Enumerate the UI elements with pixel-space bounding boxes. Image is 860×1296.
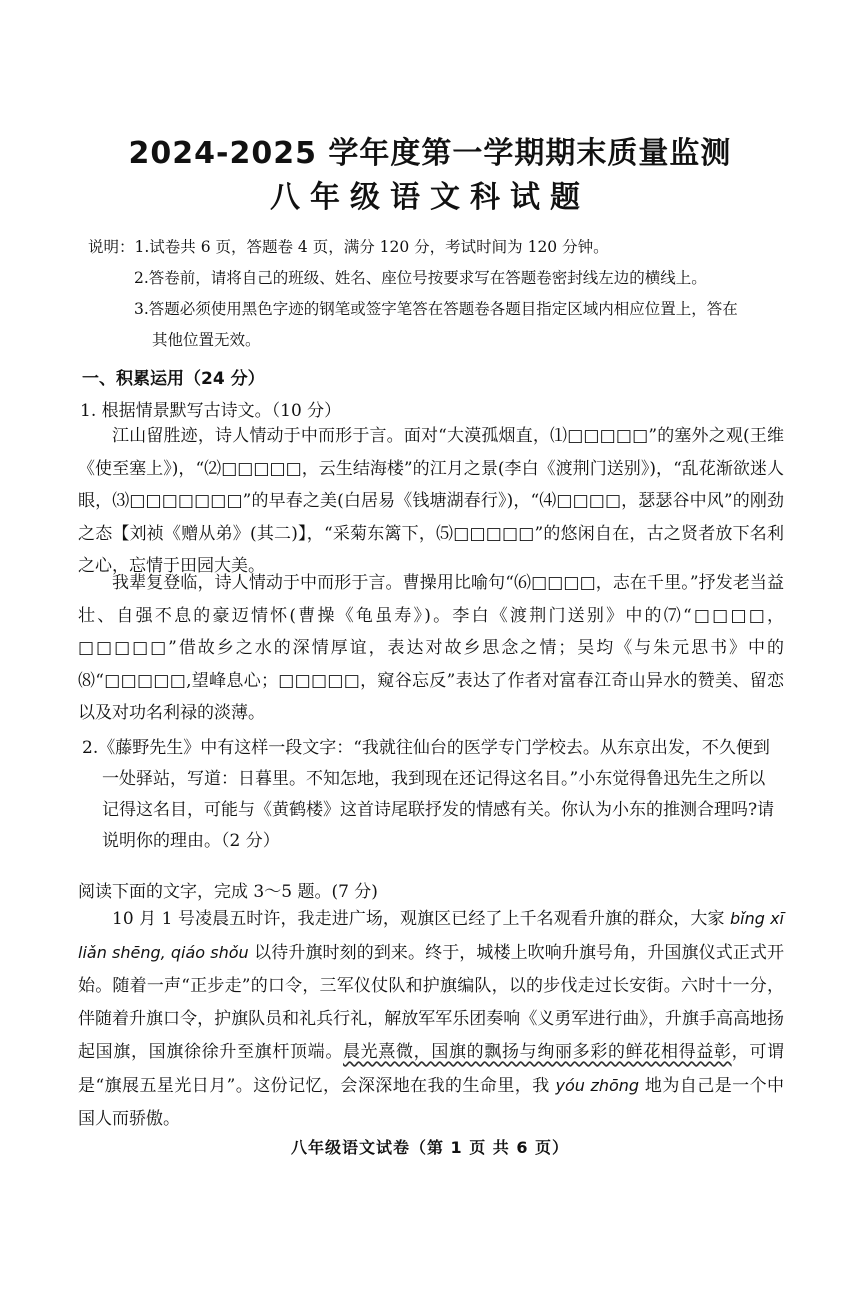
question-2 [82,733,782,857]
question-1-title: 1. 根据情景默写古诗文。（10 分） [80,401,342,421]
section-heading: 一、积累运用（24 分） [82,369,265,389]
reading-passage [78,902,784,1136]
passage-part-2: 以待升旗时刻的到来。终于，城楼上吹响升旗号角，升国旗仪式正式开始。随着一声“正步走”的口令，三军仪仗队和护旗编队，以的步伐走过长安街。六时十一分，伴随着升旗口令，护旗队员和礼兵行礼，解放军军乐团奏响《义勇军进行曲》，升旗手高高地扬起国旗，国旗徐徐升至旗杆顶端。 [78,943,784,1062]
question-1-paragraph-2: 我辈复登临，诗人情动于中而形于言。曹操用比喻句“⑹□□□□，志在千里。”抒发老当益壮、自强不息的豪迈情怀(曹操《龟虽寿》)。李白《渡荆门送别》中的⑺“□□□□，□□□□□”借故乡之水的深情厚谊，表达对故乡思念之情；吴均《与朱元思书》中的⑻“□□□□□,望峰息心；□□□□□，窥谷忘反”表达了作者对富春江奇山异水的赞美、留恋以及对功名利禄的淡薄。 [78,573,784,723]
passage-part-3: ，可谓是“旗展五星光日月”。这份记忆，会深深地在我的生命里，我 [78,1042,785,1096]
pinyin-blank-1: bǐng xī liǎn shēng, qiáo shǒu [78,909,784,962]
instruction-3 [88,294,808,356]
question-1-paragraph-1: 江山留胜迹，诗人情动于中而形于言。面对“大漠孤烟直，⑴□□□□□”的塞外之观(王维《使至塞上》)，“⑵□□□□□，云生结海楼”的江月之景(李白《渡荆门送别》)，“乱花渐欲迷人眼，⑶□□□□□□□”的早春之美(白居易《钱塘湖春行》)，“⑷□□□□，瑟瑟谷中风”的刚劲之态【刘祯《赠从弟》(其二)】，“采菊东篱下，⑸□□□□□”的悠闲自在，古之贤者放下名利之心，忘情于田园大美。 [78,426,784,576]
question-2-lead: 2.《藤野先生》中有这样一段文字： [82,738,354,758]
question-2-quote: “我就往仙台的医学专门学校去。从东京出发，不久便到一处驿站，写道：日暮里。不知怎地，我到现在还记得这名目。” [102,738,770,789]
instruction-1: 说明：1.试卷共 6 页，答题卷 4 页，满分 120 分，考试时间为 120 分钟。 [88,238,609,256]
question-2-body [82,733,782,857]
passage-part-1: 10 月 1 号凌晨五时许，我走进广场，观旗区已经了上千名观看升旗的群众，大家 [112,909,731,929]
page-title: 2024-2025 学年度第一学期期末质量监测 [128,136,732,171]
passage-part-4: 地为自己是一个中国人而骄傲。 [78,1076,785,1129]
page-footer: 八年级语文试卷（第 1 页 共 6 页） [290,1138,570,1157]
wavy-underlined-sentence: 晨光熹微，国旗的飘扬与绚丽多彩的鲜花相得益彰 [343,1042,732,1062]
page-subtitle: 八年级语文科试题 [270,180,590,215]
instruction-2: 2.答卷前，请将自己的班级、姓名、座位号按要求写在答题卷密封线左边的横线上。 [134,269,707,287]
instructions [88,232,808,356]
instruction-3-line1: 3.答题必须使用黑色字迹的钢笔或签字笔答在答题卷各题目指定区域内相应位置上，答在 [134,300,738,318]
reading-intro: 阅读下面的文字，完成 3～5 题。(7 分) [78,882,378,902]
pinyin-blank-2: yóu zhōng [555,1076,640,1095]
question-2-prompt: 小东觉得鲁迅先生之所以记得这名目，可能与《黄鹤楼》这首诗尾联抒发的情感有关。你认为小东的推测合理吗?请说明你的理由。（2 分） [102,769,775,851]
instruction-3-line2: 其他位置无效。 [152,331,261,349]
